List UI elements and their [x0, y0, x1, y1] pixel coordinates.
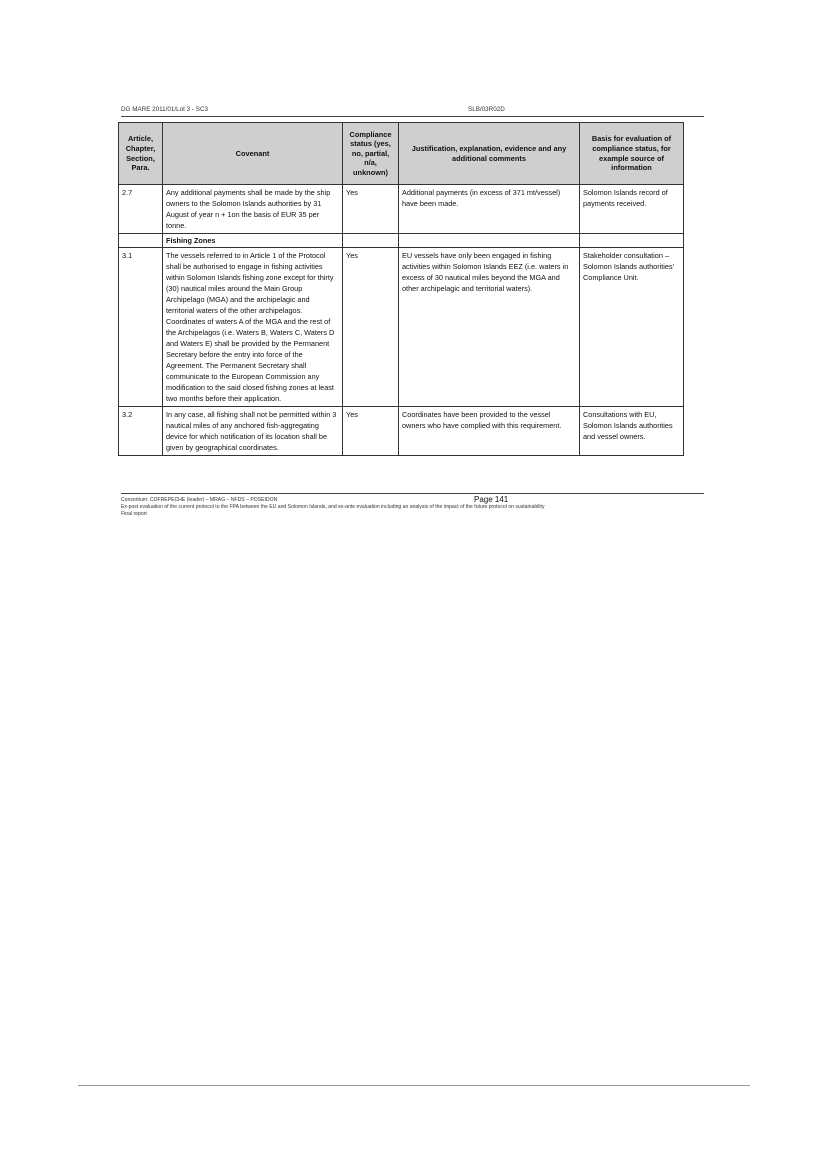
page-header: [121, 106, 704, 117]
table-header-row: [119, 123, 684, 185]
table-row: [119, 185, 684, 234]
footer-consortium: Consortium: COFREPECHE (leader) – MRAG – NFDS – POSEIDON: [121, 497, 278, 503]
cell-article: 3.2: [119, 407, 163, 456]
page-number: Page 141: [474, 495, 509, 504]
header-project-ref: DG MARE 2011/01/Lot 3 - SC3: [121, 106, 209, 113]
col-header-justification: Justification, explanation, evidence and any additional comments: [399, 123, 580, 185]
table-row: [119, 407, 684, 456]
section-row: [119, 234, 684, 248]
compliance-table: [118, 122, 684, 456]
cell-status: Yes: [343, 185, 399, 234]
cell-status: Yes: [343, 407, 399, 456]
cell-justification: EU vessels have only been engaged in fishing activities within Solomon Islands EEZ (i.e. waters in excess of 30 nautical miles beyond the MGA and other archipelagic and territorial waters).: [399, 248, 580, 407]
cell-basis: Solomon Islands record of payments received.: [580, 185, 684, 234]
cell-article: 2.7: [119, 185, 163, 234]
cell-justification: Additional payments (in excess of 371 mt/vessel) have been made.: [399, 185, 580, 234]
cell-covenant: In any case, all fishing shall not be permitted within 3 nautical miles of any anchored fish-aggregating device for which notification of its location shall be given by geographical coordinates.: [163, 407, 343, 456]
footer-report-title: Ex-post evaluation of the current protocol to the FPA between the EU and Solomon Islands, and ex-ante evaluation including an analysis of the impact of the future protocol on sustainability: [121, 504, 545, 510]
section-title: Fishing Zones: [163, 234, 343, 248]
cell-basis: Stakeholder consultation – Solomon Islands authorities' Compliance Unit.: [580, 248, 684, 407]
cell-empty: [119, 234, 163, 248]
cell-basis: Consultations with EU, Solomon Islands authorities and vessel owners.: [580, 407, 684, 456]
col-header-covenant: Covenant: [163, 123, 343, 185]
header-doc-code: SLB/03R02D: [468, 106, 505, 113]
cell-empty: [580, 234, 684, 248]
cell-empty: [399, 234, 580, 248]
footer-report-type: Final report: [121, 511, 147, 517]
col-header-status: Compliance status (yes, no, partial, n/a, unknown): [343, 123, 399, 185]
cell-justification: Coordinates have been provided to the vessel owners who have complied with this requirement.: [399, 407, 580, 456]
bottom-divider: [78, 1085, 750, 1086]
cell-status: Yes: [343, 248, 399, 407]
col-header-basis: Basis for evaluation of compliance status, for example source of information: [580, 123, 684, 185]
cell-empty: [343, 234, 399, 248]
cell-covenant: The vessels referred to in Article 1 of the Protocol shall be authorised to engage in fishing activities within Solomon Islands fishing zone except for thirty (30) nautical miles around the Main Group Archipelago (MGA) and the archipelagic and territorial waters of the other archipelagos. Coordinates of waters A of the MGA and the rest of the Archipelagos (i.e. Waters B, Waters C, Waters D and Waters E) shall be provided by the Permanent Secretary before the entry into force of the Agreement. The Permanent Secretary shall communicate to the European Commission any modification to the said closed fishing zones at least two months before their application.: [163, 248, 343, 407]
cell-article: 3.1: [119, 248, 163, 407]
table-row: [119, 248, 684, 407]
cell-covenant: Any additional payments shall be made by the ship owners to the Solomon Islands authorities by 31 August of year n + 1on the basis of EUR 35 per tonne.: [163, 185, 343, 234]
col-header-article: Article, Chapter, Section, Para.: [119, 123, 163, 185]
page-footer: [121, 493, 704, 518]
